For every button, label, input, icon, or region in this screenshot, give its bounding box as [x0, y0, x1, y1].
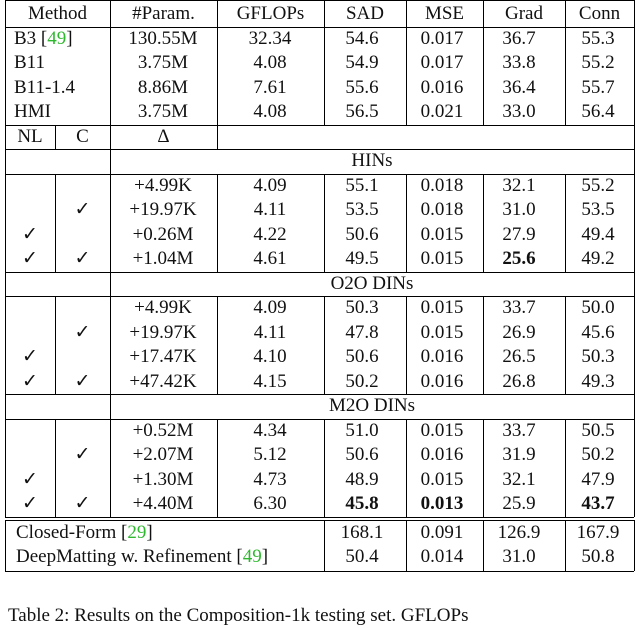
table-column-rule [55, 296, 56, 394]
table-rule [5, 517, 634, 518]
cell-gflops: 6.30 [253, 493, 287, 514]
cell-conn: 55.2 [581, 52, 615, 73]
header-method: Method [27, 3, 88, 24]
cell-grad: 36.4 [502, 76, 536, 98]
method-name [14, 76, 75, 100]
nonlocal-check: ✓ [22, 370, 38, 392]
cell-params: +0.52M [132, 419, 194, 441]
cell-sad: 49.5 [345, 248, 379, 269]
cell-sad: 50.3 [345, 297, 379, 318]
table-column-rule [5, 296, 6, 394]
citation-link[interactable]: 49 [47, 27, 67, 49]
table-column-rule [324, 520, 325, 571]
cell-conn: 50.2 [581, 444, 615, 465]
cell-conn: 47.9 [581, 468, 615, 490]
cell-mse: 0.015 [420, 223, 464, 245]
method-name [16, 545, 268, 569]
cell-sad: 50.6 [345, 223, 379, 245]
cell-gflops: 4.73 [253, 468, 287, 490]
cell-sad: 53.5 [345, 199, 379, 220]
nonlocal-check: ✓ [22, 248, 38, 269]
header-mse: MSE [424, 3, 465, 24]
cell-grad: 26.8 [502, 370, 536, 392]
cell-gflops: 4.22 [253, 223, 287, 245]
cell-grad: 33.8 [502, 52, 536, 73]
table-column-rule [217, 419, 218, 517]
header-sad: SAD [345, 3, 384, 24]
table-column-rule [110, 272, 111, 297]
cell-params: +4.99K [134, 174, 192, 196]
cell-gflops: 4.10 [253, 346, 287, 367]
cell-sad: 55.6 [345, 76, 379, 98]
table-column-rule [110, 149, 111, 174]
subheader-nl: NL [17, 125, 43, 147]
cell-conn: 55.2 [581, 174, 615, 196]
cell-sad: 45.8 [345, 493, 379, 514]
context-check: ✓ [74, 199, 91, 220]
cell-sad: 56.5 [345, 101, 379, 122]
cell-gflops: 4.09 [253, 174, 287, 196]
table-column-rule [110, 419, 111, 517]
method-name [14, 100, 51, 124]
table-caption: Table 2: Results on the Composition-1k testing set. GFLOPs [8, 605, 469, 626]
cell-grad: 32.1 [502, 468, 536, 490]
cell-grad: 32.1 [502, 174, 536, 196]
table-column-rule [5, 125, 6, 150]
cell-grad: 31.0 [502, 199, 536, 220]
cell-conn: 49.2 [581, 248, 615, 269]
table-column-rule [634, 296, 635, 394]
nonlocal-check: ✓ [22, 468, 38, 490]
method-label: Closed-Form [ [16, 521, 128, 543]
citation-bracket: ] [261, 546, 269, 567]
cell-params: 8.86M [137, 76, 189, 98]
table-column-rule [110, 394, 111, 419]
cell-sad: 50.6 [345, 346, 379, 367]
cell-mse: 0.015 [420, 321, 464, 343]
table-column-rule [634, 272, 635, 297]
table-column-rule [634, 149, 635, 174]
cell-gflops: 4.09 [253, 297, 287, 318]
cell-mse: 0.017 [420, 27, 464, 49]
table-column-rule [55, 174, 56, 272]
cell-sad: 47.8 [345, 321, 379, 343]
cell-gflops: 4.11 [253, 321, 287, 343]
nonlocal-check: ✓ [22, 493, 38, 514]
table-column-rule [5, 272, 6, 297]
cell-grad: 26.9 [502, 321, 536, 343]
cell-conn: 43.7 [581, 493, 615, 514]
table-column-rule [634, 419, 635, 517]
cell-params: +4.99K [134, 297, 192, 318]
cell-gflops: 4.61 [253, 248, 287, 269]
table-column-rule [406, 419, 407, 517]
table-column-rule [110, 0, 111, 125]
cell-params: 130.55M [128, 27, 198, 49]
cell-gflops: 4.34 [253, 419, 287, 441]
table-column-rule [110, 125, 111, 150]
section-title: M2O DINs [328, 395, 416, 416]
citation-link[interactable]: 29 [127, 521, 147, 543]
cell-mse: 0.016 [420, 76, 464, 98]
cell-grad: 36.7 [502, 27, 536, 49]
cell-grad: 25.9 [502, 493, 536, 514]
table-column-rule [217, 125, 218, 150]
table-column-rule [483, 174, 484, 272]
cell-mse: 0.018 [420, 199, 464, 220]
citation-link[interactable]: 49 [242, 546, 262, 567]
table-column-rule [634, 394, 635, 419]
table-column-rule [5, 174, 6, 272]
cell-mse: 0.015 [420, 248, 464, 269]
subheader-delta: Δ [157, 125, 170, 147]
method-label: B11 [14, 52, 45, 73]
cell-gflops: 4.15 [253, 370, 287, 392]
citation-bracket: ] [146, 521, 153, 543]
table-column-rule [634, 0, 635, 125]
table-column-rule [5, 394, 6, 419]
cell-conn: 50.3 [581, 346, 615, 367]
method-label: HMI [14, 101, 51, 122]
method-label: B3 [ [14, 27, 48, 49]
nonlocal-check: ✓ [22, 346, 38, 367]
cell-sad: 168.1 [340, 521, 384, 543]
context-check: ✓ [74, 493, 91, 514]
table-column-rule [565, 296, 566, 394]
cell-sad: 50.4 [345, 546, 379, 567]
cell-conn: 56.4 [581, 101, 615, 122]
table-column-rule [324, 174, 325, 272]
cell-sad: 48.9 [345, 468, 379, 490]
cell-grad: 126.9 [497, 521, 541, 543]
table-column-rule [324, 419, 325, 517]
cell-gflops: 32.34 [248, 27, 292, 49]
method-name [16, 521, 153, 545]
cell-mse: 0.018 [420, 174, 464, 196]
cell-params: 3.75M [137, 52, 189, 73]
cell-params: +1.30M [132, 468, 194, 490]
cell-grad: 25.6 [502, 248, 536, 269]
cell-params: +2.07M [132, 444, 194, 465]
cell-sad: 55.1 [345, 174, 379, 196]
table-column-rule [5, 520, 6, 571]
context-check: ✓ [74, 444, 91, 465]
table-column-rule [110, 174, 111, 272]
cell-gflops: 4.08 [253, 101, 287, 122]
table-column-rule [406, 296, 407, 394]
table-column-rule [565, 419, 566, 517]
table-column-rule [634, 125, 635, 150]
cell-grad: 31.9 [502, 444, 536, 465]
cell-mse: 0.016 [420, 444, 464, 465]
table-column-rule [5, 0, 6, 125]
header-grad: Grad [505, 3, 543, 24]
table-column-rule [5, 419, 6, 517]
cell-gflops: 7.61 [253, 76, 287, 98]
table-column-rule [217, 174, 218, 272]
cell-mse: 0.013 [420, 493, 464, 514]
method-name [14, 27, 73, 51]
cell-grad: 27.9 [502, 223, 536, 245]
cell-conn: 50.5 [581, 419, 615, 441]
cell-gflops: 4.08 [253, 52, 287, 73]
cell-conn: 50.8 [581, 546, 615, 567]
table-column-rule [55, 125, 56, 150]
nonlocal-check: ✓ [22, 223, 38, 245]
citation-bracket: ] [66, 27, 73, 49]
cell-mse: 0.015 [420, 468, 464, 490]
cell-mse: 0.016 [420, 370, 464, 392]
subheader-c: C [76, 125, 89, 147]
cell-gflops: 4.11 [253, 199, 287, 220]
table-column-rule [406, 174, 407, 272]
cell-grad: 33.0 [502, 101, 536, 122]
section-title: HINs [351, 150, 393, 171]
cell-params: +19.97K [129, 321, 197, 343]
table-column-rule [565, 520, 566, 571]
method-name [14, 51, 45, 75]
table-rule [5, 571, 634, 572]
table-column-rule [565, 174, 566, 272]
context-check: ✓ [74, 370, 91, 392]
header-gflops: GFLOPs [236, 3, 305, 24]
cell-mse: 0.015 [420, 419, 464, 441]
table-column-rule [406, 520, 407, 571]
cell-sad: 54.6 [345, 27, 379, 49]
cell-grad: 33.7 [502, 419, 536, 441]
cell-sad: 51.0 [345, 419, 379, 441]
section-title: O2O DINs [330, 272, 414, 294]
cell-mse: 0.021 [420, 101, 464, 122]
cell-mse: 0.017 [420, 52, 464, 73]
cell-conn: 49.3 [581, 370, 615, 392]
cell-conn: 50.0 [581, 297, 615, 318]
cell-mse: 0.015 [420, 297, 464, 318]
table-column-rule [634, 520, 635, 571]
table-column-rule [483, 419, 484, 517]
table-column-rule [483, 296, 484, 394]
cell-sad: 50.2 [345, 370, 379, 392]
cell-grad: 26.5 [502, 346, 536, 367]
cell-conn: 45.6 [581, 321, 615, 343]
table-column-rule [5, 149, 6, 174]
method-label: B11-1.4 [14, 76, 76, 98]
cell-params: +0.26M [132, 223, 194, 245]
table-column-rule [217, 0, 218, 125]
cell-params: +47.42K [129, 370, 197, 392]
table-rule [5, 0, 634, 1]
cell-params: +1.04M [132, 248, 194, 269]
table-column-rule [217, 296, 218, 394]
cell-sad: 54.9 [345, 52, 379, 73]
cell-conn: 53.5 [581, 199, 615, 220]
method-label: DeepMatting w. Refinement [ [16, 546, 243, 567]
table-column-rule [483, 0, 484, 125]
table-column-rule [55, 419, 56, 517]
table-column-rule [483, 520, 484, 571]
table-column-rule [324, 296, 325, 394]
cell-sad: 50.6 [345, 444, 379, 465]
cell-grad: 33.7 [502, 297, 536, 318]
cell-params: 3.75M [137, 101, 189, 122]
cell-mse: 0.091 [420, 521, 464, 543]
cell-conn: 49.4 [581, 223, 615, 245]
cell-mse: 0.014 [420, 546, 464, 567]
cell-gflops: 5.12 [253, 444, 287, 465]
table-column-rule [406, 0, 407, 125]
table-column-rule [634, 174, 635, 272]
context-check: ✓ [74, 248, 91, 269]
cell-conn: 55.3 [581, 27, 615, 49]
table-column-rule [324, 0, 325, 125]
cell-params: +4.40M [132, 493, 194, 514]
header-conn: Conn [578, 3, 621, 24]
cell-conn: 167.9 [576, 521, 620, 543]
cell-conn: 55.7 [581, 76, 615, 98]
cell-params: +17.47K [129, 346, 197, 367]
context-check: ✓ [74, 321, 91, 343]
table-column-rule [565, 0, 566, 125]
table-column-rule [110, 296, 111, 394]
cell-grad: 31.0 [502, 546, 536, 567]
header-params: #Param. [132, 3, 195, 24]
cell-params: +19.97K [129, 199, 197, 220]
cell-mse: 0.016 [420, 346, 464, 367]
